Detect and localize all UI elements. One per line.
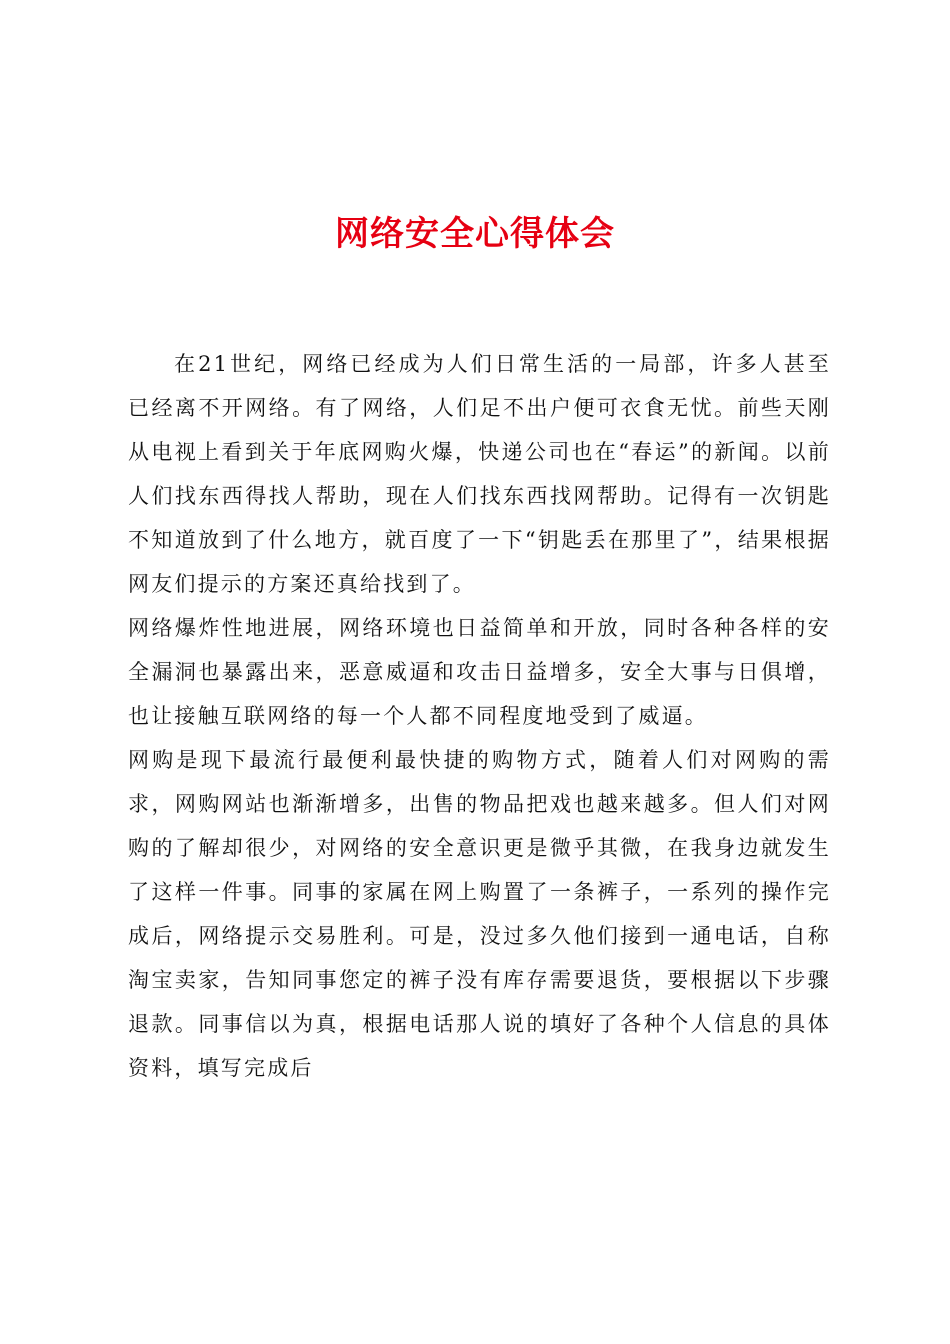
paragraph-3: 网购是现下最流行最便利最快捷的购物方式，随着人们对网购的需求，网购网站也渐渐增多，出售的物品把戏也越来越多。但人们对网购的了解却很少，对网络的安全意识更是微乎其微，在我身边就发生了这样一件事。同事的家属在网上购置了一条裤子，一系列的操作完成后，网络提示交易胜利。可是，没过多久他们接到一通电话，自称淘宝卖家，告知同事您定的裤子没有库存需要退货，要根据以下步骤退款。同事信以为真，根据电话那人说的填好了各种个人信息的具体资料，填写完成后 (128, 748, 831, 1080)
document-body (128, 342, 831, 1090)
paragraph-1: 在21世纪，网络已经成为人们日常生活的一局部，许多人甚至已经离不开网络。有了网络，人们足不出户便可衣食无忧。前些天刚从电视上看到关于年底网购火爆，快递公司也在“春运”的新闻。以前人们找东西得找人帮助，现在人们找东西找网帮助。记得有一次钥匙不知道放到了什么地方，就百度了一下“钥匙丢在那里了”，结果根据网友们提示的方案还真给找到了。 (128, 352, 831, 596)
document-title: 网络安全心得体会 (335, 214, 615, 254)
paragraph-2: 网络爆炸性地进展，网络环境也日益简单和开放，同时各种各样的安全漏洞也暴露出来，恶意威逼和攻击日益增多，安全大事与日俱增，也让接触互联网络的每一个人都不同程度地受到了威逼。 (128, 616, 831, 728)
